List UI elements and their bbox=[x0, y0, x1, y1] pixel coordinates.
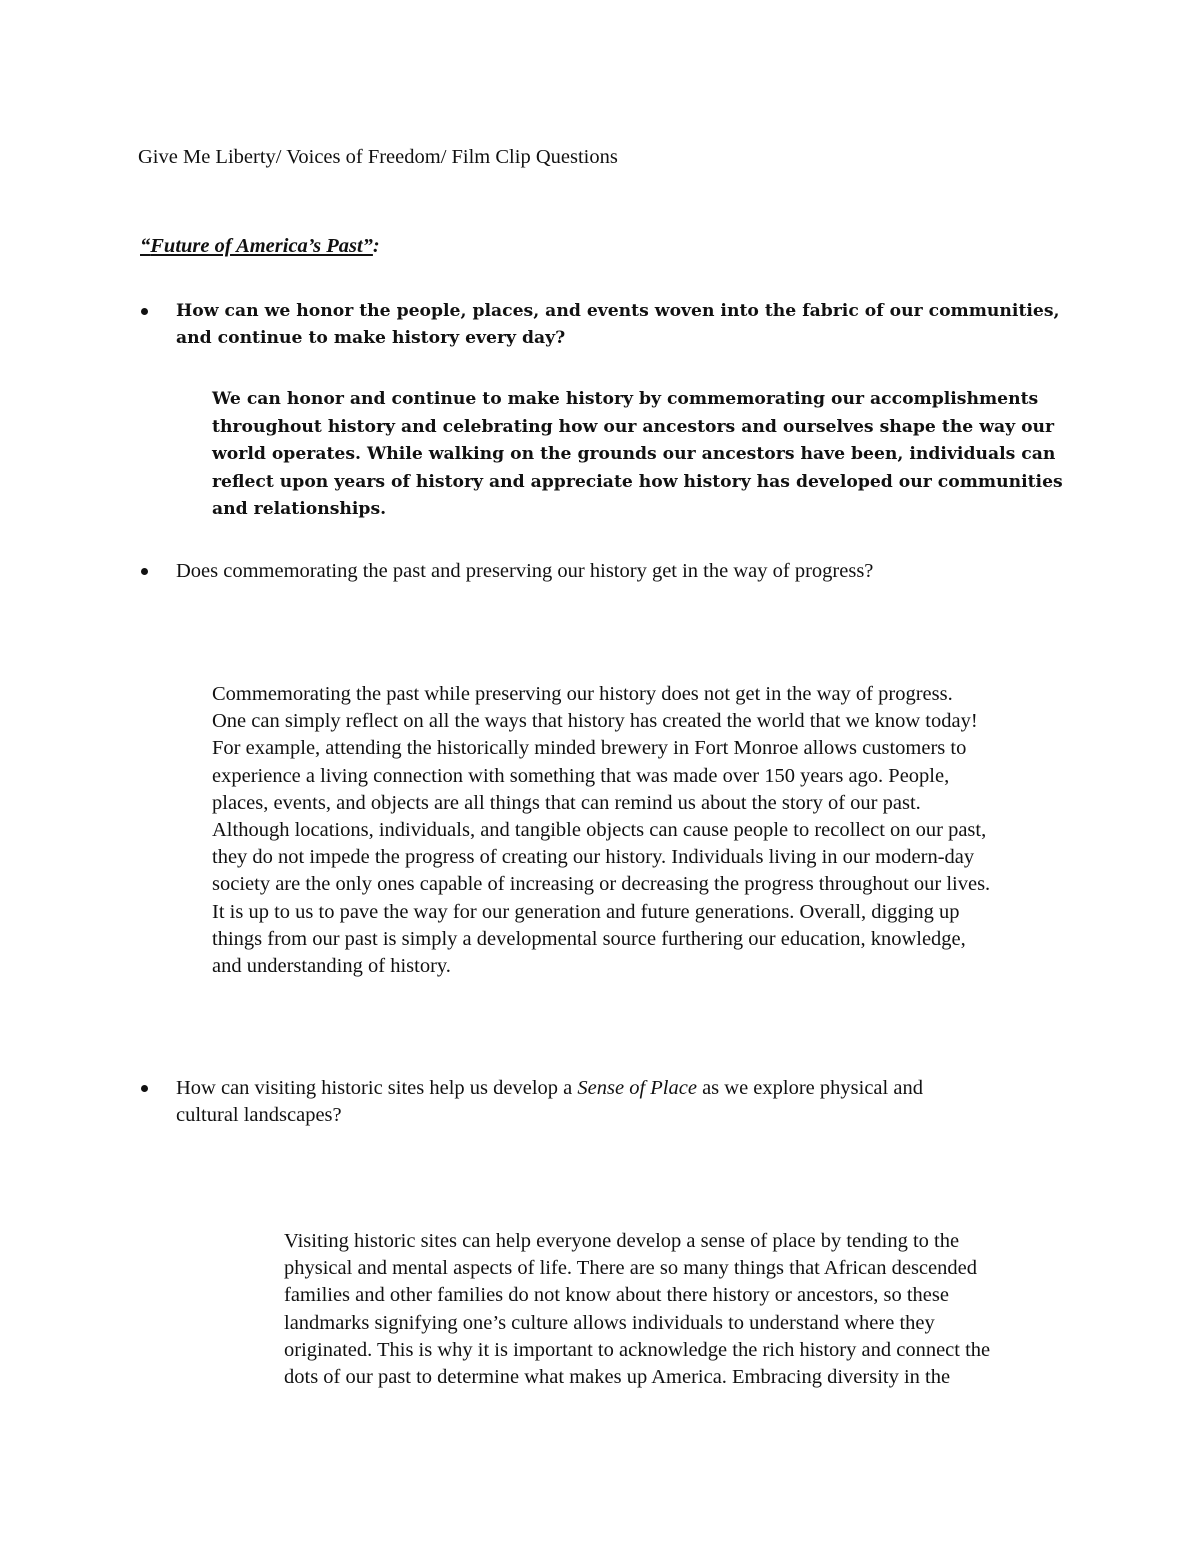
question-3-line: How can visiting historic sites help us develop a Sense of Place as we explore physical and bbox=[176, 1077, 923, 1099]
answer-2-line: Although locations, individuals, and tangible objects can cause people to recollect on our past, bbox=[212, 819, 987, 842]
question-2 bbox=[176, 558, 873, 585]
section-heading bbox=[140, 232, 380, 260]
question-1-line: How can we honor the people, places, and events woven into the fabric of our communities, bbox=[176, 301, 1060, 321]
bullet-icon bbox=[141, 568, 148, 575]
bullet-icon bbox=[141, 308, 148, 315]
answer-2-line: places, events, and objects are all things that can remind us about the story of our past. bbox=[212, 791, 921, 814]
answer-3-line: dots of our past to determine what makes up America. Embracing diversity in the bbox=[284, 1366, 951, 1389]
answer-3-line: landmarks signifying one’s culture allows individuals to understand where they bbox=[284, 1311, 935, 1334]
heading-open-quote: “ bbox=[140, 235, 151, 257]
answer-2-line: For example, attending the historically minded brewery in Fort Monroe allows customers to bbox=[212, 737, 967, 760]
heading-text: Future of America’s Past” bbox=[150, 235, 373, 257]
answer-3-line: Visiting historic sites can help everyone develop a sense of place by tending to the bbox=[284, 1230, 960, 1252]
answer-2-line: and understanding of history. bbox=[212, 955, 451, 978]
bullet-icon bbox=[141, 1085, 148, 1092]
answer-1-line: We can honor and continue to make history by commemorating our accomplishments bbox=[212, 389, 1039, 409]
answer-2-line: they do not impede the progress of creating our history. Individuals living in our modern-day bbox=[212, 846, 975, 869]
document-title: Give Me Liberty/ Voices of Freedom/ Film Clip Questions bbox=[138, 146, 618, 168]
answer-2-line: experience a living connection with something that was made over 150 years ago. People, bbox=[212, 764, 950, 787]
question-3-line: cultural landscapes? bbox=[176, 1104, 342, 1126]
answer-1-line: and relationships. bbox=[212, 499, 387, 520]
question-1-line: and continue to make history every day? bbox=[176, 328, 566, 348]
answer-1 bbox=[212, 386, 1063, 524]
answer-3-line: families and other families do not know about there history or ancestors, so these bbox=[284, 1284, 949, 1307]
answer-2-line: society are the only ones capable of increasing or decreasing the progress throughout our lives. bbox=[212, 873, 991, 896]
answer-2-line: Commemorating the past while preserving our history does not get in the way of progress. bbox=[212, 683, 953, 705]
answer-1-line: throughout history and celebrating how our ancestors and ourselves shape the way our bbox=[212, 416, 1055, 437]
answer-2-line: It is up to us to pave the way for our generation and future generations. Overall, digging up bbox=[212, 900, 960, 923]
question-2-line: Does commemorating the past and preserving our history get in the way of progress? bbox=[176, 560, 874, 582]
answer-3-line: originated. This is why it is important to acknowledge the rich history and connect the bbox=[284, 1338, 991, 1361]
answer-1-line: world operates. While walking on the grounds our ancestors have been, individuals can bbox=[212, 444, 1056, 465]
answer-2 bbox=[212, 681, 990, 980]
heading-colon: : bbox=[372, 235, 380, 257]
sense-of-place-term: Sense of Place bbox=[577, 1077, 697, 1099]
answer-2-line: One can simply reflect on all the ways that history has created the world that we know today! bbox=[212, 710, 978, 733]
question-1 bbox=[176, 298, 1060, 352]
answer-3 bbox=[284, 1228, 990, 1391]
answer-2-line: things from our past is simply a developmental source furthering our education, knowledge, bbox=[212, 927, 966, 950]
question-3 bbox=[176, 1075, 923, 1129]
answer-1-line: reflect upon years of history and appreciate how history has developed our communities bbox=[212, 471, 1063, 492]
answer-3-line: physical and mental aspects of life. There are so many things that African descended bbox=[284, 1257, 977, 1280]
